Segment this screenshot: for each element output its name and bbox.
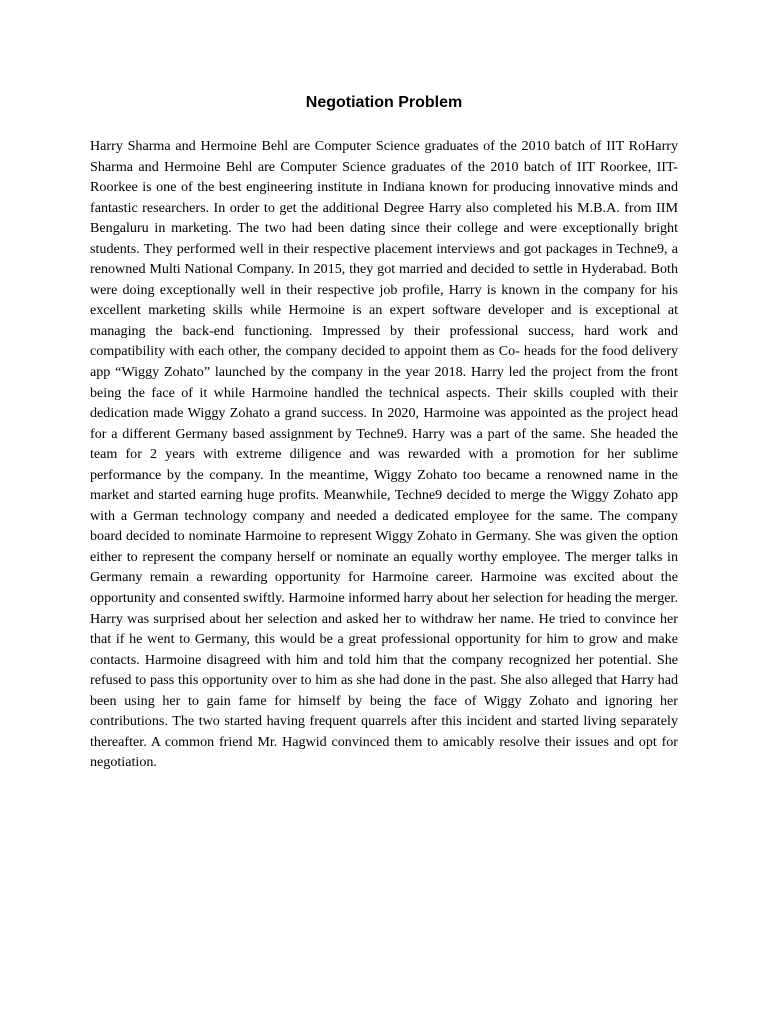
document-title: Negotiation Problem (305, 94, 463, 111)
document-body-paragraph: Harry Sharma and Hermoine Behl are Computer Science graduates of the 2010 batch of IIT RoHarry Sharma and Hermoine Behl are Computer Science graduates of the 2010 batch of IIT Roorkee, IIT- Roorkee is one of the best engineering institute in Indiana known for producing innovative minds and fantastic researchers. In order to get the additional Degree Harry also completed his M.B.A. from IIM Bengaluru in marketing. The two had been dating since their college and were exceptionally bright students. They performed well in their respective placement interviews and got packages in Techne9, a renowned Multi National Company. In 2015, they got married and decided to settle in Hyderabad. Both were doing exceptionally well in their respective job profile, Harry is known in the company for his excellent marketing skills while Hermoine is an expert software developer and is exceptional at managing the back-end functioning. Impressed by their professional success, hard work and compatibility with each other, the company decided to appoint them as Co- heads for the food delivery app “Wiggy Zohato” launched by the company in the year 2018. Harry led the project from the front being the face of it while Harmoine handled the technical aspects. Their skills coupled with their dedication made Wiggy Zohato a grand success. In 2020, Harmoine was appointed as the project head for a different Germany based assignment by Techne9. Harry was a part of the same. She headed the team for 2 years with extreme diligence and was rewarded with a promotion for her sublime performance by the company. In the meantime, Wiggy Zohato too became a renowned name in the market and started earning huge profits. Meanwhile, Techne9 decided to merge the Wiggy Zohato app with a German technology company and needed a dedicated employee for the same. The company board decided to nominate Harmoine to represent Wiggy Zohato in Germany. She was given the option either to represent the company herself or nominate an equally worthy employee. The merger talks in Germany remain a rewarding opportunity for Harmoine career. Harmoine was excited about the opportunity and consented swiftly. Harmoine informed harry about her selection for heading the merger. Harry was surprised about her selection and asked her to withdraw her name. He tried to convince her that if he went to Germany, this would be a great professional opportunity for him to grow and make contacts. Harmoine disagreed with him and told him that the company recognized her potential. She refused to pass this opportunity over to him as she had done in the past. She also alleged that Harry had been using her to gain fame for himself by being the face of Wiggy Zohato and ignoring her contributions. The two started having frequent quarrels after this incident and started living separately thereafter. A common friend Mr. Hagwid convinced them to amicably resolve their issues and opt for negotiation. (90, 138, 678, 771)
